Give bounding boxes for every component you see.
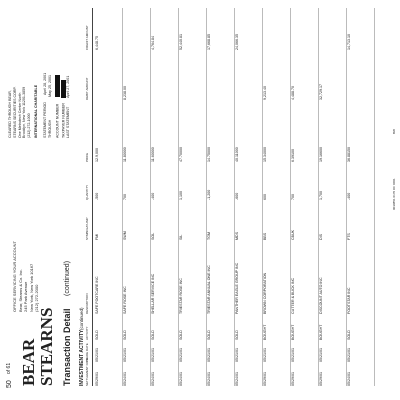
- row-trade-date: 05/21/01: [207, 348, 211, 362]
- col-symbol: SYMBOL/CUSIP: [85, 217, 89, 240]
- table-row: [236, 0, 264, 400]
- row-activity: SOLD: [179, 330, 183, 340]
- page-of: of 61: [6, 362, 12, 374]
- row-settlement-date: 05/29/01: [291, 372, 295, 386]
- row-quantity: -1,200: [207, 189, 211, 200]
- row-description: PANTHER EAGLE GROUP INC: [235, 262, 239, 314]
- row-debit: 8,238.00: [123, 86, 127, 100]
- row-quantity: -400: [151, 192, 155, 200]
- row-symbol: SOL: [151, 232, 155, 240]
- row-price: 6.39100: [291, 149, 295, 162]
- table-row: [96, 0, 124, 400]
- row-description: FOOTSTAR INC: [347, 287, 351, 314]
- row-trade-date: 05/21/01: [291, 348, 295, 362]
- col-debit: DEBIT AMOUNT: [85, 77, 89, 100]
- table-row: [292, 0, 320, 400]
- row-credit: 17,668.85: [207, 34, 211, 50]
- col-settlement-date: SETTLEMENT DATE: [85, 357, 89, 386]
- row-symbol: TGM: [207, 232, 211, 240]
- row-description: TRIESTAR ANNUAL ONE INC: [207, 265, 211, 314]
- row-debit: 32,729.17: [319, 84, 323, 100]
- row-credit: 24,066.35: [235, 34, 239, 50]
- row-symbol: SIL: [179, 234, 183, 240]
- row-description: SAFE ROSE INC: [123, 286, 127, 314]
- row-price: 11.60000: [151, 147, 155, 162]
- office-line: Bear, Stearns & Co. Inc.: [17, 269, 23, 312]
- row-quantity: -400: [347, 192, 351, 200]
- row-symbol: DIS: [319, 234, 323, 240]
- redacted-box: [61, 80, 66, 98]
- office-line: 245 Park Avenue: [23, 281, 28, 312]
- office-block: [12, 241, 40, 312]
- row-activity: BOUGHT: [291, 324, 295, 340]
- row-activity: SOLD: [207, 330, 211, 340]
- table-row: [180, 0, 208, 400]
- section-title-suffix: (continued): [79, 307, 84, 330]
- through-value: May 25, 2001: [47, 75, 52, 97]
- row-price: 47.70000: [179, 147, 183, 162]
- row-price: 14.75000: [207, 147, 211, 162]
- header-rule: [92, 8, 93, 386]
- office-line: New York, New York 10167: [28, 263, 34, 312]
- row-credit: 14,713.10: [347, 34, 351, 50]
- page-title-suffix: (continued): [64, 260, 71, 296]
- col-trade-date: TRADE DATE: [85, 343, 89, 362]
- col-credit: CREDIT AMOUNT: [85, 25, 89, 50]
- row-quantity: 700: [123, 194, 127, 200]
- table-row: [320, 0, 348, 400]
- row-description: SHELLAR SERVICE INC: [151, 273, 155, 314]
- row-price: 11.80000: [123, 147, 127, 162]
- row-trade-date: 05/21/01: [95, 348, 99, 362]
- row-price: 12.9,000: [95, 148, 99, 162]
- row-settlement-date: 05/24/01: [151, 372, 155, 386]
- taxpayer-number-label: TAXPAYER NUMBER: [61, 103, 66, 138]
- row-debit: 9,213.40: [263, 86, 267, 100]
- row-quantity: 700: [291, 194, 295, 200]
- account-number-label: ACCOUNT NUMBER: [55, 103, 60, 138]
- row-credit: 6,448.75: [95, 36, 99, 50]
- row-trade-date: 05/21/01: [179, 348, 183, 362]
- row-activity: SOLD: [235, 330, 239, 340]
- row-symbol: CBUK: [291, 230, 295, 240]
- row-settlement-date: 05/24/01: [347, 372, 351, 386]
- row-settlement-date: 05/24/01: [235, 372, 239, 386]
- row-activity: SOLD: [123, 330, 127, 340]
- row-quantity: -500: [95, 192, 99, 200]
- row-settlement-date: 05/24/01: [207, 372, 211, 386]
- row-activity: SOLD: [151, 330, 155, 340]
- col-price: PRICE: [85, 152, 89, 162]
- row-description: CUTTER & BUCK INC: [291, 277, 295, 314]
- row-trade-date: 05/21/01: [319, 348, 323, 362]
- row-description: BROWN CORPORATION: [263, 272, 267, 314]
- row-trade-date: 05/21/01: [263, 348, 267, 362]
- row-quantity: -600: [235, 192, 239, 200]
- col-description: DESCRIPTION: [85, 293, 89, 314]
- section-title: INVESTMENT ACTIVITY: [79, 329, 85, 386]
- row-price: 40.11000: [235, 147, 239, 162]
- table-row: [208, 0, 236, 400]
- page-number: 50: [6, 380, 13, 388]
- row-credit: 52,440.81: [179, 34, 183, 50]
- row-quantity: 1,700: [319, 191, 323, 200]
- row-debit: 4,488.70: [291, 86, 295, 100]
- row-price: 19.16600: [319, 147, 323, 162]
- row-description: SAFE FOOTCARE INC: [95, 276, 99, 314]
- last-statement-label: LAST STATEMENT: [65, 106, 70, 138]
- row-activity: SOLD: [347, 330, 351, 340]
- table-row: [348, 0, 376, 400]
- row-trade-date: 05/21/01: [347, 348, 351, 362]
- row-activity: BOUGHT: [319, 324, 323, 340]
- row-quantity: 600: [263, 194, 267, 200]
- account-line: CLEARED THROUGH BEAR,: [8, 90, 12, 138]
- account-block: [8, 73, 71, 138]
- row-activity: BOUGHT: [263, 324, 267, 340]
- row-trade-date: 05/21/01: [123, 348, 127, 362]
- row-divider: [374, 8, 375, 386]
- footer-code: BW: [392, 129, 396, 134]
- row-settlement-date: 05/24/01: [123, 372, 127, 386]
- row-description: DISCOUNT AUTO INC: [319, 277, 323, 314]
- row-trade-date: 05/21/01: [235, 348, 239, 362]
- through-label: THROUGH: [47, 119, 52, 138]
- row-description: TRIESTAR ROSE INC: [179, 278, 183, 314]
- row-symbol: FTS: [347, 233, 351, 240]
- bear-logo: BEAR: [19, 338, 38, 386]
- account-line: One Metrotech Center North: [17, 92, 22, 138]
- row-credit: 4,764.84: [151, 36, 155, 50]
- row-settlement-date: 05/29/01: [95, 372, 99, 386]
- row-symbol: MDS: [235, 232, 239, 240]
- row-price: 15.34000: [263, 147, 267, 162]
- row-symbol: BBS: [263, 232, 267, 240]
- account-type: INTERNATIONAL CHARITABLE: [33, 84, 38, 138]
- row-settlement-date: 05/24/01: [179, 372, 183, 386]
- stearns-logo: STEARNS: [37, 307, 56, 386]
- account-line: (212) 272-1000: [27, 113, 32, 138]
- col-quantity: QUANTITY: [85, 184, 89, 200]
- col-activity: ACTIVITY: [85, 326, 89, 340]
- table-row: [124, 0, 152, 400]
- table-row: [152, 0, 180, 400]
- last-statement-value: April 27, 2001: [65, 75, 70, 98]
- row-symbol: SWM: [123, 231, 127, 240]
- statement-period-label: STATEMENT PERIOD: [42, 102, 47, 138]
- statement-period-value: April 28, 2001: [42, 72, 47, 96]
- office-line: OFFICE SERVICING YOUR ACCOUNT: [12, 241, 17, 312]
- row-settlement-date: 05/29/01: [263, 372, 267, 386]
- office-line: (212) 272-2000: [34, 284, 39, 312]
- row-symbol: FMI: [95, 233, 99, 240]
- account-line: Brooklyn, New York 11201-3859: [22, 86, 27, 138]
- table-row: [264, 0, 292, 400]
- account-line: STEARNS SECURITIES CORP.: [12, 86, 17, 138]
- footer-reference: 0030851 0170 OF 0061: [392, 178, 396, 210]
- row-price: 36.88150: [347, 147, 351, 162]
- row-settlement-date: 05/29/01: [319, 372, 323, 386]
- row-quantity: 1,100: [179, 191, 183, 200]
- row-activity: SOLD: [95, 330, 99, 340]
- redacted-box: [55, 75, 60, 97]
- row-trade-date: 05/21/01: [151, 348, 155, 362]
- page-title: Transaction Detail: [62, 308, 72, 386]
